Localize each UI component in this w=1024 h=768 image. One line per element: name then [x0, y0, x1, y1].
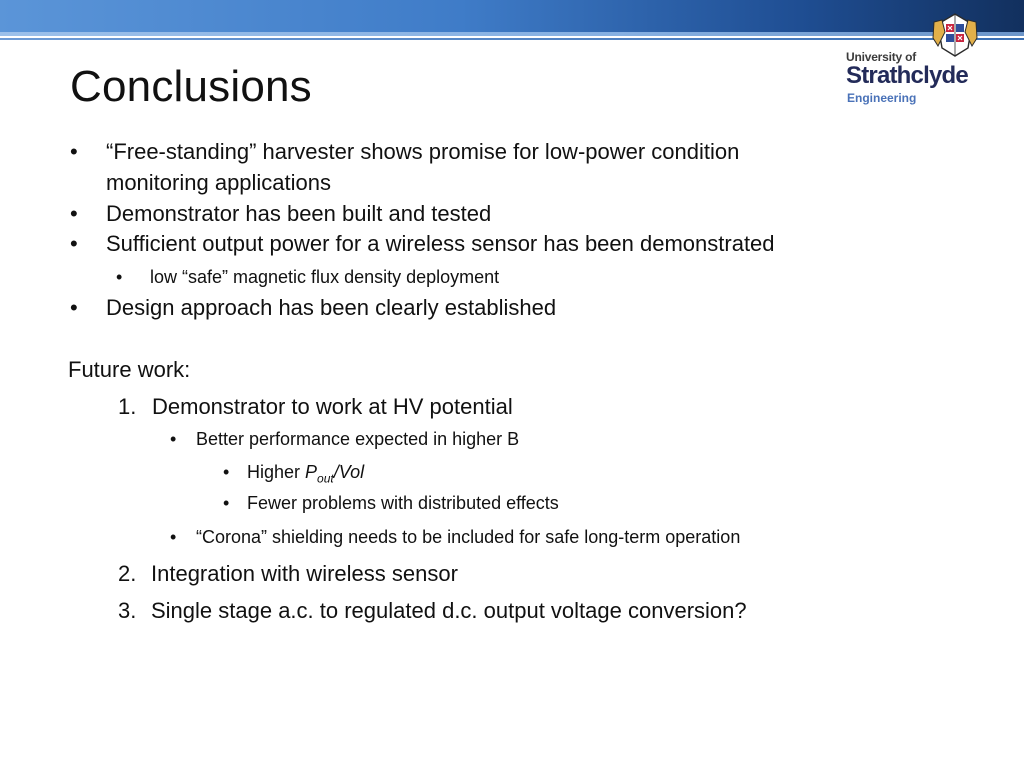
bullet-text: Sufficient output power for a wireless sensor has been demonstrated: [106, 231, 775, 256]
slide-title: Conclusions: [70, 62, 312, 111]
bullet-marker: •: [70, 231, 78, 256]
future-work-heading: Future work:: [68, 357, 191, 382]
bullet-text: low “safe” magnetic flux density deployment: [150, 267, 500, 287]
university-logo: [846, 12, 986, 106]
bullet-text: Fewer problems with distributed effects: [247, 493, 559, 513]
bullet-text: [247, 462, 364, 486]
bullet-marker: •: [223, 462, 230, 482]
bullet-marker: •: [170, 527, 177, 547]
bullet-marker: •: [223, 493, 230, 513]
item-number: 1.: [118, 394, 137, 419]
bullet-marker: •: [70, 201, 78, 226]
bullet-text: “Corona” shielding needs to be included for safe long-term operation: [196, 527, 741, 547]
item-text: Single stage a.c. to regulated d.c. output voltage conversion?: [151, 598, 747, 623]
higher-prefix: Higher: [247, 462, 306, 482]
bullet-marker: •: [70, 295, 78, 320]
bullet-marker: •: [70, 139, 78, 164]
vol-suffix: /Vol: [333, 462, 365, 482]
bullet-text: Better performance expected in higher B: [196, 429, 520, 449]
bullet-text: Design approach has been clearly established: [106, 295, 557, 320]
item-number: 3.: [118, 598, 137, 623]
logo-line-engineering: Engineering: [847, 91, 917, 105]
item-number: 2.: [118, 561, 137, 586]
bullet-marker: •: [116, 267, 123, 287]
power-symbol: P: [305, 462, 318, 482]
bullet-marker: •: [170, 429, 177, 449]
bullet-text: Demonstrator has been built and tested: [106, 201, 492, 226]
power-subscript: out: [317, 471, 334, 486]
logo-line-strathclyde: Strathclyde: [846, 62, 968, 89]
bullet-text: “Free-standing” harvester shows promise for low-power condition: [106, 139, 740, 164]
item-text: Demonstrator to work at HV potential: [152, 394, 513, 419]
item-text: Integration with wireless sensor: [151, 561, 458, 586]
crest-icon: [928, 12, 982, 58]
bullet-text: monitoring applications: [106, 170, 332, 195]
logo-line-university: University of: [846, 50, 917, 64]
